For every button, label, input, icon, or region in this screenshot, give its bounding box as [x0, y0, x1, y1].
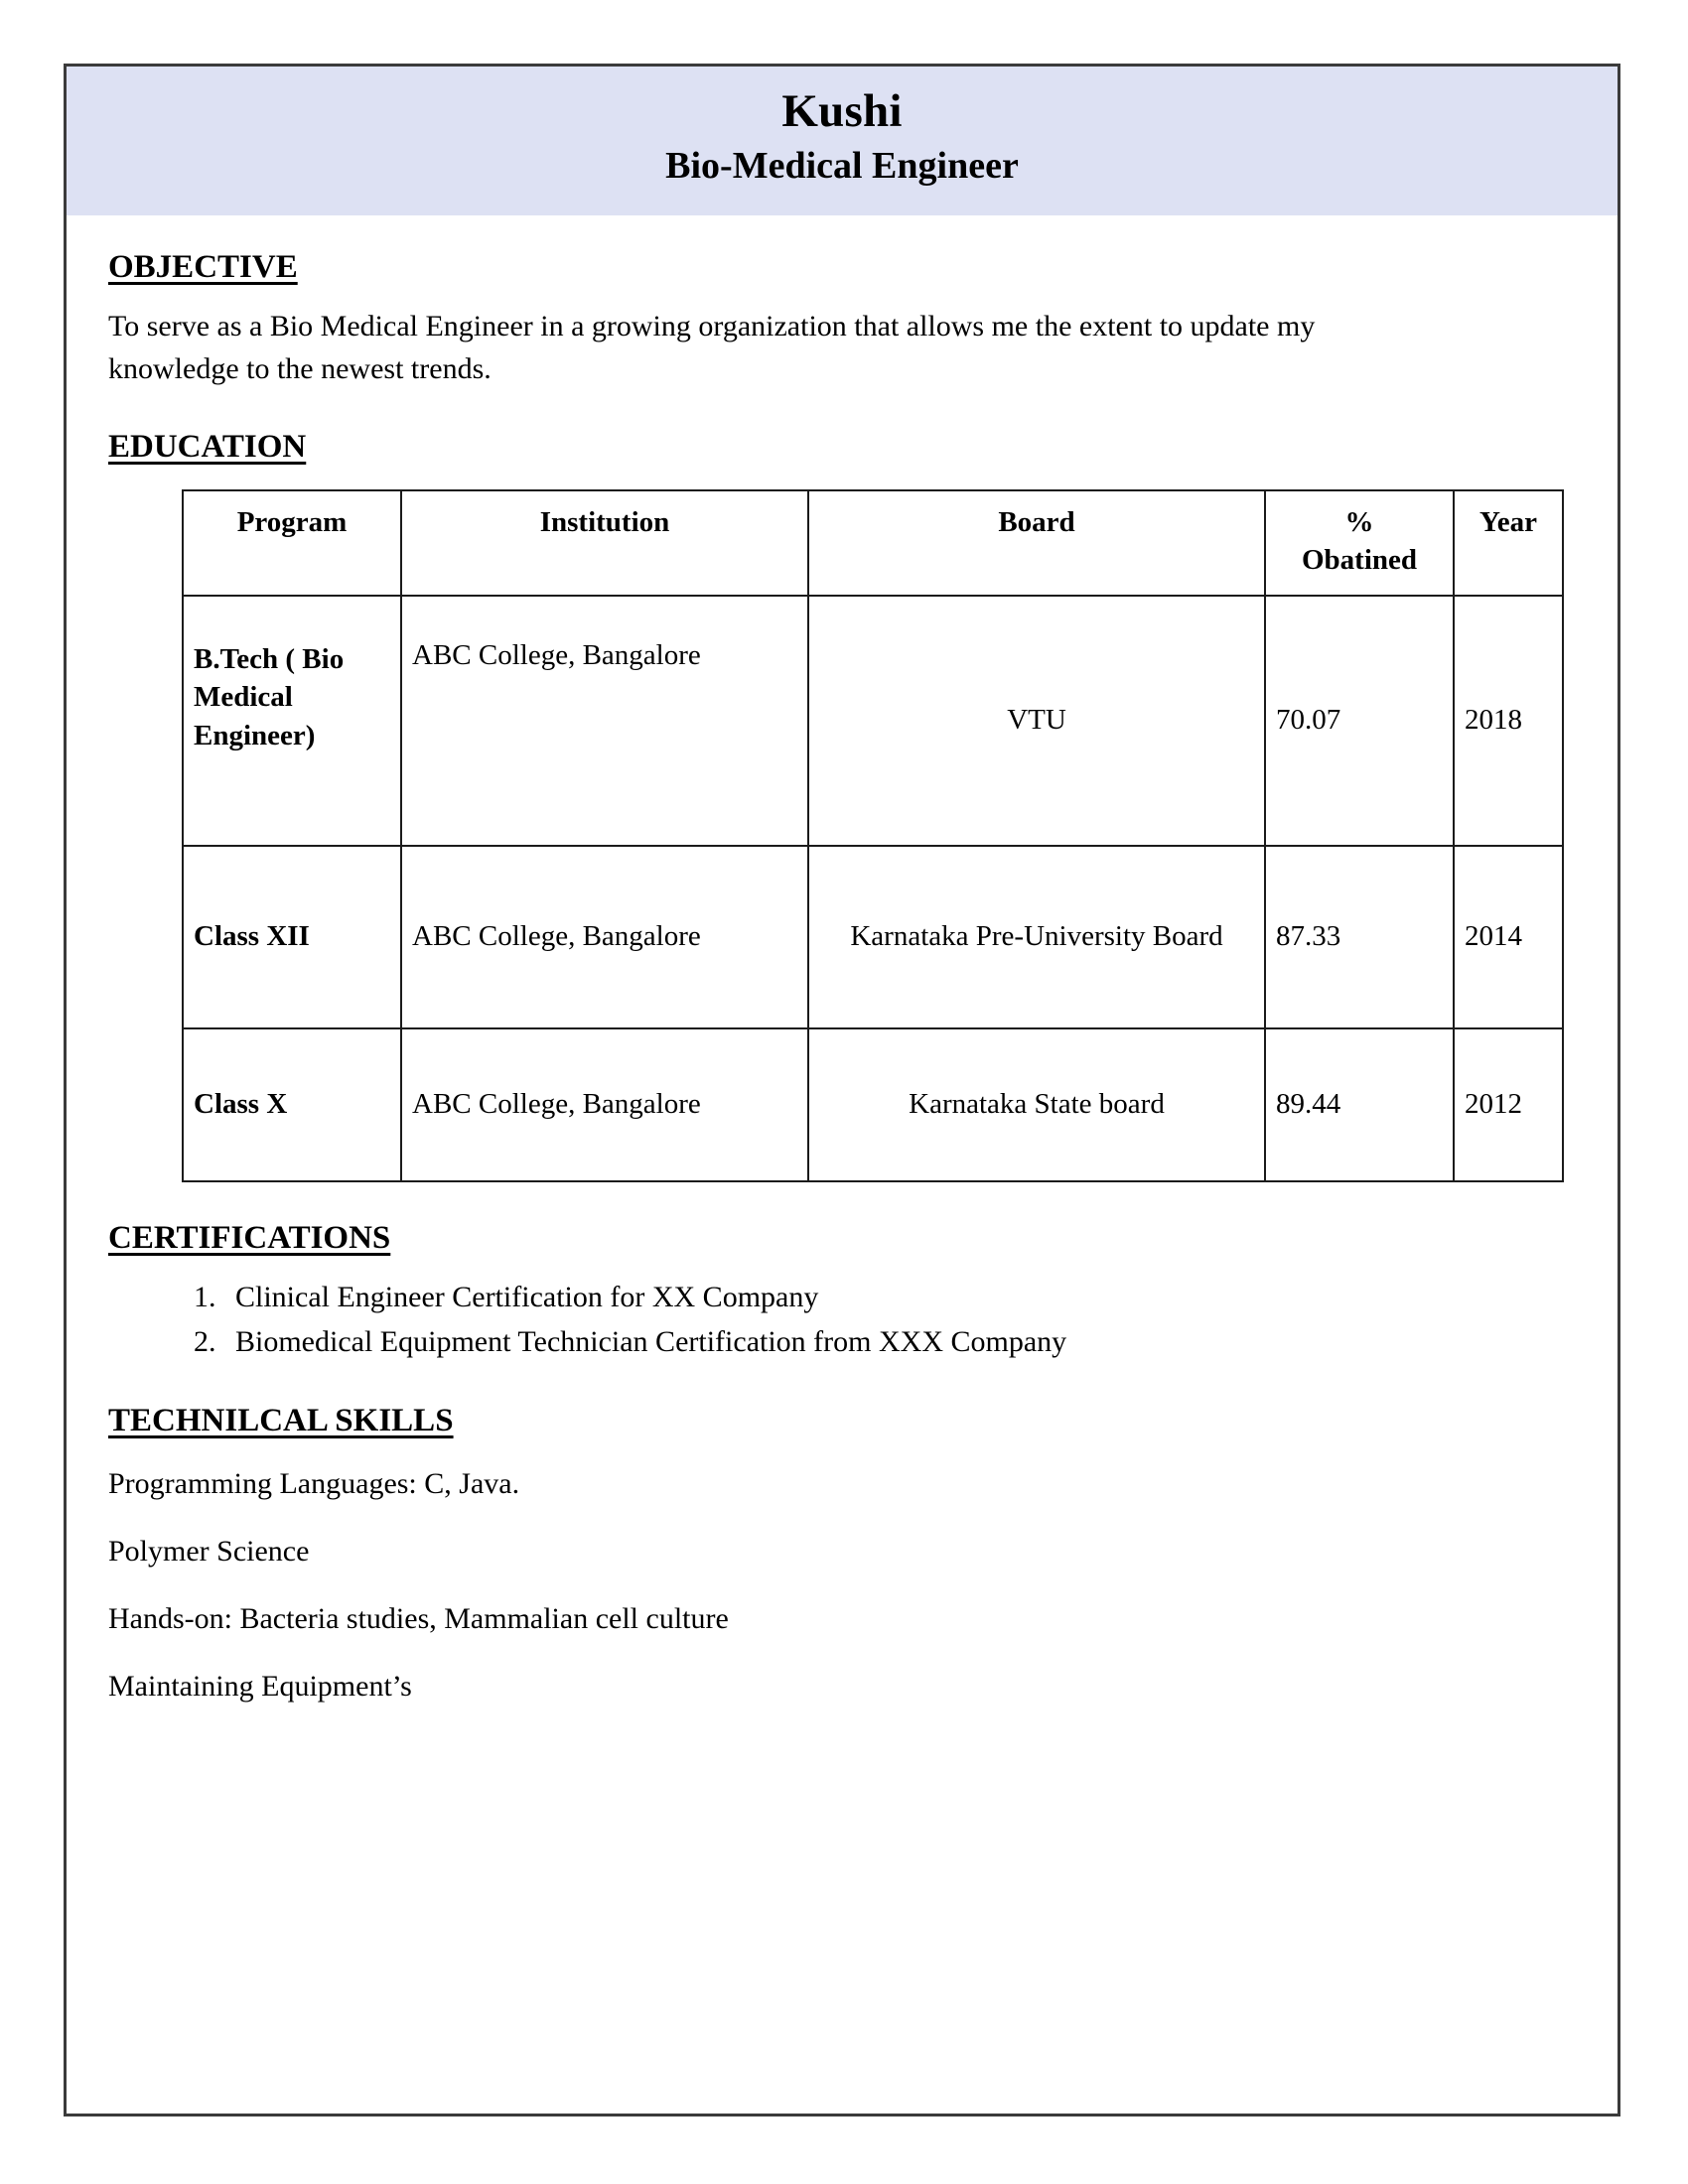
education-table — [182, 489, 1564, 1182]
column-header-year: Year — [1454, 490, 1563, 596]
cell-program: Class XII — [183, 846, 401, 1028]
candidate-name: Kushi — [781, 85, 903, 137]
cell-percent: 89.44 — [1265, 1028, 1454, 1181]
cell-institution: ABC College, Bangalore — [401, 846, 808, 1028]
resume-header — [67, 67, 1618, 215]
table-row — [183, 596, 1563, 846]
column-header-board: Board — [808, 490, 1265, 596]
column-header-percent — [1265, 490, 1454, 596]
list-item: 1. Clinical Engineer Certification for XX Company — [223, 1275, 1590, 1320]
column-header-institution: Institution — [401, 490, 808, 596]
cell-board: Karnataka Pre-University Board — [808, 846, 1265, 1028]
cell-percent: 70.07 — [1265, 596, 1454, 846]
section-heading-education: EDUCATION — [108, 428, 307, 465]
skill-line-programming-languages: Programming Languages: C, Java. — [108, 1466, 520, 1500]
skill-line-hands-on: Hands-on: Bacteria studies, Mammalian cell culture — [108, 1601, 729, 1635]
column-header-percent-word: Obatined — [1301, 544, 1418, 577]
skill-line-maintaining-equipment: Maintaining Equipment’s — [108, 1669, 412, 1703]
objective-text: To serve as a Bio Medical Engineer in a growing organization that allows me the extent to update my knowledge to the newest trends. — [108, 309, 1316, 385]
cell-board: Karnataka State board — [808, 1028, 1265, 1181]
section-heading-certifications: CERTIFICATIONS — [108, 1219, 391, 1256]
cell-year: 2018 — [1454, 596, 1563, 846]
table-row — [183, 846, 1563, 1028]
skill-line-polymer-science: Polymer Science — [108, 1534, 310, 1568]
table-header-row — [183, 490, 1563, 596]
cell-year: 2014 — [1454, 846, 1563, 1028]
cell-institution: ABC College, Bangalore — [401, 1028, 808, 1181]
resume-body — [67, 215, 1618, 1707]
section-heading-technical-skills: TECHNILCAL SKILLS — [108, 1402, 454, 1438]
cell-program: Class X — [183, 1028, 401, 1181]
column-header-percent-symbol: % — [1344, 505, 1374, 538]
certifications-list — [94, 1275, 1590, 1365]
column-header-program: Program — [183, 490, 401, 596]
cell-year: 2012 — [1454, 1028, 1563, 1181]
table-row — [183, 1028, 1563, 1181]
list-item: 2. Biomedical Equipment Technician Certification from XXX Company — [223, 1319, 1590, 1365]
cell-board: VTU — [808, 596, 1265, 846]
cell-percent: 87.33 — [1265, 846, 1454, 1028]
cell-program: B.Tech ( Bio Medical Engineer) — [183, 596, 401, 846]
section-heading-objective: OBJECTIVE — [108, 248, 298, 285]
education-table-wrapper — [182, 489, 1590, 1182]
candidate-role: Bio-Medical Engineer — [665, 145, 1019, 188]
cell-institution: ABC College, Bangalore — [401, 596, 808, 846]
resume-page — [64, 64, 1620, 2116]
